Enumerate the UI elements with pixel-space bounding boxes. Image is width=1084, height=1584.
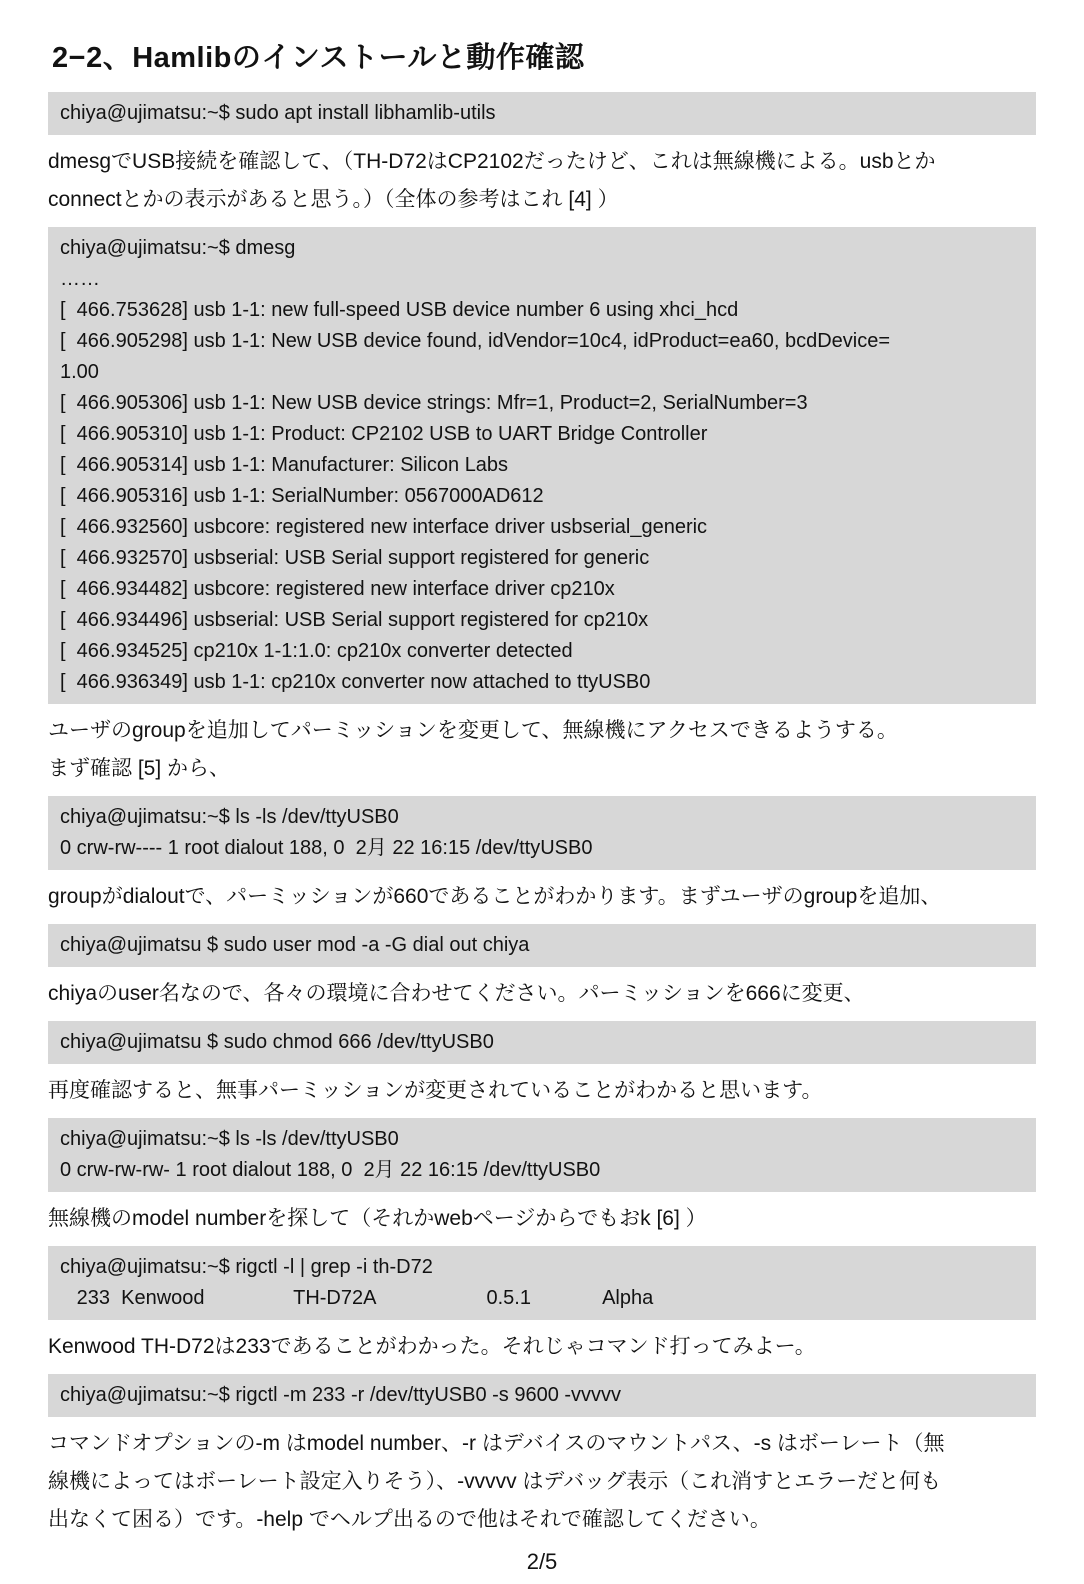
paragraph-group-permission bbox=[48, 712, 1036, 788]
paragraph-command-options bbox=[48, 1425, 1036, 1539]
text-line: groupがdialoutで、パーミッションが660であることがわかります。まずユーザのgroupを追加、 bbox=[48, 885, 942, 908]
text-line: 再度確認すると、無事パーミッションが変更されていることがわかると思います。 bbox=[48, 1079, 823, 1102]
terminal-block-rigctl-run bbox=[48, 1374, 1036, 1417]
text-line: 線機によってはボーレート設定入りそう）、-vvvvv はデバッグ表示（これ消すとエラーだと何も bbox=[48, 1470, 942, 1493]
code-line: [ 466.934525] cp210x 1-1:1.0: cp210x converter detected bbox=[60, 640, 573, 662]
terminal-block-ls-before bbox=[48, 796, 1036, 870]
code-line: [ 466.936349] usb 1-1: cp210x converter now attached to ttyUSB0 bbox=[60, 671, 651, 693]
code-line: 1.00 bbox=[60, 361, 99, 383]
text-line: chiyaのuser名なので、各々の環境に合わせてください。パーミッションを666に変更、 bbox=[48, 982, 865, 1005]
paragraph-chiya-user bbox=[48, 975, 1036, 1013]
terminal-block-rigctl-list bbox=[48, 1246, 1036, 1320]
code-line: chiya@ujimatsu:~$ ls -ls /dev/ttyUSB0 bbox=[60, 1128, 399, 1150]
paragraph-group-dialout bbox=[48, 878, 1036, 916]
terminal-block-apt-install bbox=[48, 92, 1036, 135]
code-line: chiya@ujimatsu:~$ rigctl -l | grep -i th-D72 bbox=[60, 1256, 433, 1278]
code-line: [ 466.932560] usbcore: registered new interface driver usbserial_generic bbox=[60, 516, 708, 538]
paragraph-recheck bbox=[48, 1072, 1036, 1110]
code-line: chiya@ujimatsu:~$ sudo apt install libhamlib-utils bbox=[60, 102, 496, 124]
text-line: まず確認 [5] から、 bbox=[48, 757, 231, 780]
text-line: Kenwood TH-D72は233であることがわかった。それじゃコマンド打ってみよー。 bbox=[48, 1335, 816, 1358]
paragraph-dmesg-intro bbox=[48, 143, 1036, 219]
code-line: chiya@ujimatsu:~$ ls -ls /dev/ttyUSB0 bbox=[60, 806, 399, 828]
text-line: dmesgでUSB接続を確認して、（TH-D72はCP2102だったけど、これは無線機による。usbとか bbox=[48, 150, 936, 173]
code-line: chiya@ujimatsu:~$ dmesg bbox=[60, 237, 296, 259]
text-line: 無線機のmodel numberを探して（それかwebページからでもおk [6] ） bbox=[48, 1207, 707, 1230]
code-line: chiya@ujimatsu:~$ rigctl -m 233 -r /dev/ttyUSB0 -s 9600 -vvvvv bbox=[60, 1384, 622, 1406]
code-line: [ 466.753628] usb 1-1: new full-speed USB device number 6 using xhci_hcd bbox=[60, 299, 739, 321]
code-line: 233 Kenwood TH-D72A 0.5.1 Alpha bbox=[60, 1287, 654, 1309]
text-line: 出なくて困る）です。-help でヘルプ出るので他はそれで確認してください。 bbox=[48, 1508, 771, 1531]
paragraph-kenwood-233 bbox=[48, 1328, 1036, 1366]
code-line: [ 466.934482] usbcore: registered new interface driver cp210x bbox=[60, 578, 615, 600]
code-line: …… bbox=[60, 268, 100, 290]
text-line: connectとかの表示があると思う。）（全体の参考はこれ [4] ） bbox=[48, 188, 619, 211]
code-line: 0 crw-rw---- 1 root dialout 188, 0 2月 22 16:15 /dev/ttyUSB0 bbox=[60, 837, 593, 859]
terminal-block-chmod bbox=[48, 1021, 1036, 1064]
code-line: chiya@ujimatsu $ sudo chmod 666 /dev/ttyUSB0 bbox=[60, 1031, 494, 1053]
code-line: chiya@ujimatsu $ sudo user mod -a -G dial out chiya bbox=[60, 934, 530, 956]
terminal-block-usermod bbox=[48, 924, 1036, 967]
terminal-block-ls-after bbox=[48, 1118, 1036, 1192]
text-line: コマンドオプションの-m はmodel number、-r はデバイスのマウントパス、-s はボーレート（無 bbox=[48, 1432, 945, 1455]
code-line: [ 466.932570] usbserial: USB Serial support registered for generic bbox=[60, 547, 650, 569]
code-line: [ 466.905316] usb 1-1: SerialNumber: 0567000AD612 bbox=[60, 485, 544, 507]
text-line: ユーザのgroupを追加してパーミッションを変更して、無線機にアクセスできるようする。 bbox=[48, 719, 898, 742]
terminal-block-dmesg bbox=[48, 227, 1036, 704]
page-number: 2/5 bbox=[526, 1549, 558, 1574]
code-line: [ 466.905298] usb 1-1: New USB device found, idVendor=10c4, idProduct=ea60, bcdDevice= bbox=[60, 330, 890, 352]
code-line: [ 466.934496] usbserial: USB Serial support registered for cp210x bbox=[60, 609, 649, 631]
code-line: [ 466.905310] usb 1-1: Product: CP2102 USB to UART Bridge Controller bbox=[60, 423, 708, 445]
page-title: 2−2、Hamlibのインストールと動作確認 bbox=[52, 42, 585, 74]
code-line: [ 466.905314] usb 1-1: Manufacturer: Silicon Labs bbox=[60, 454, 509, 476]
code-line: 0 crw-rw-rw- 1 root dialout 188, 0 2月 22 16:15 /dev/ttyUSB0 bbox=[60, 1159, 601, 1181]
paragraph-model-number bbox=[48, 1200, 1036, 1238]
code-line: [ 466.905306] usb 1-1: New USB device strings: Mfr=1, Product=2, SerialNumber=3 bbox=[60, 392, 808, 414]
